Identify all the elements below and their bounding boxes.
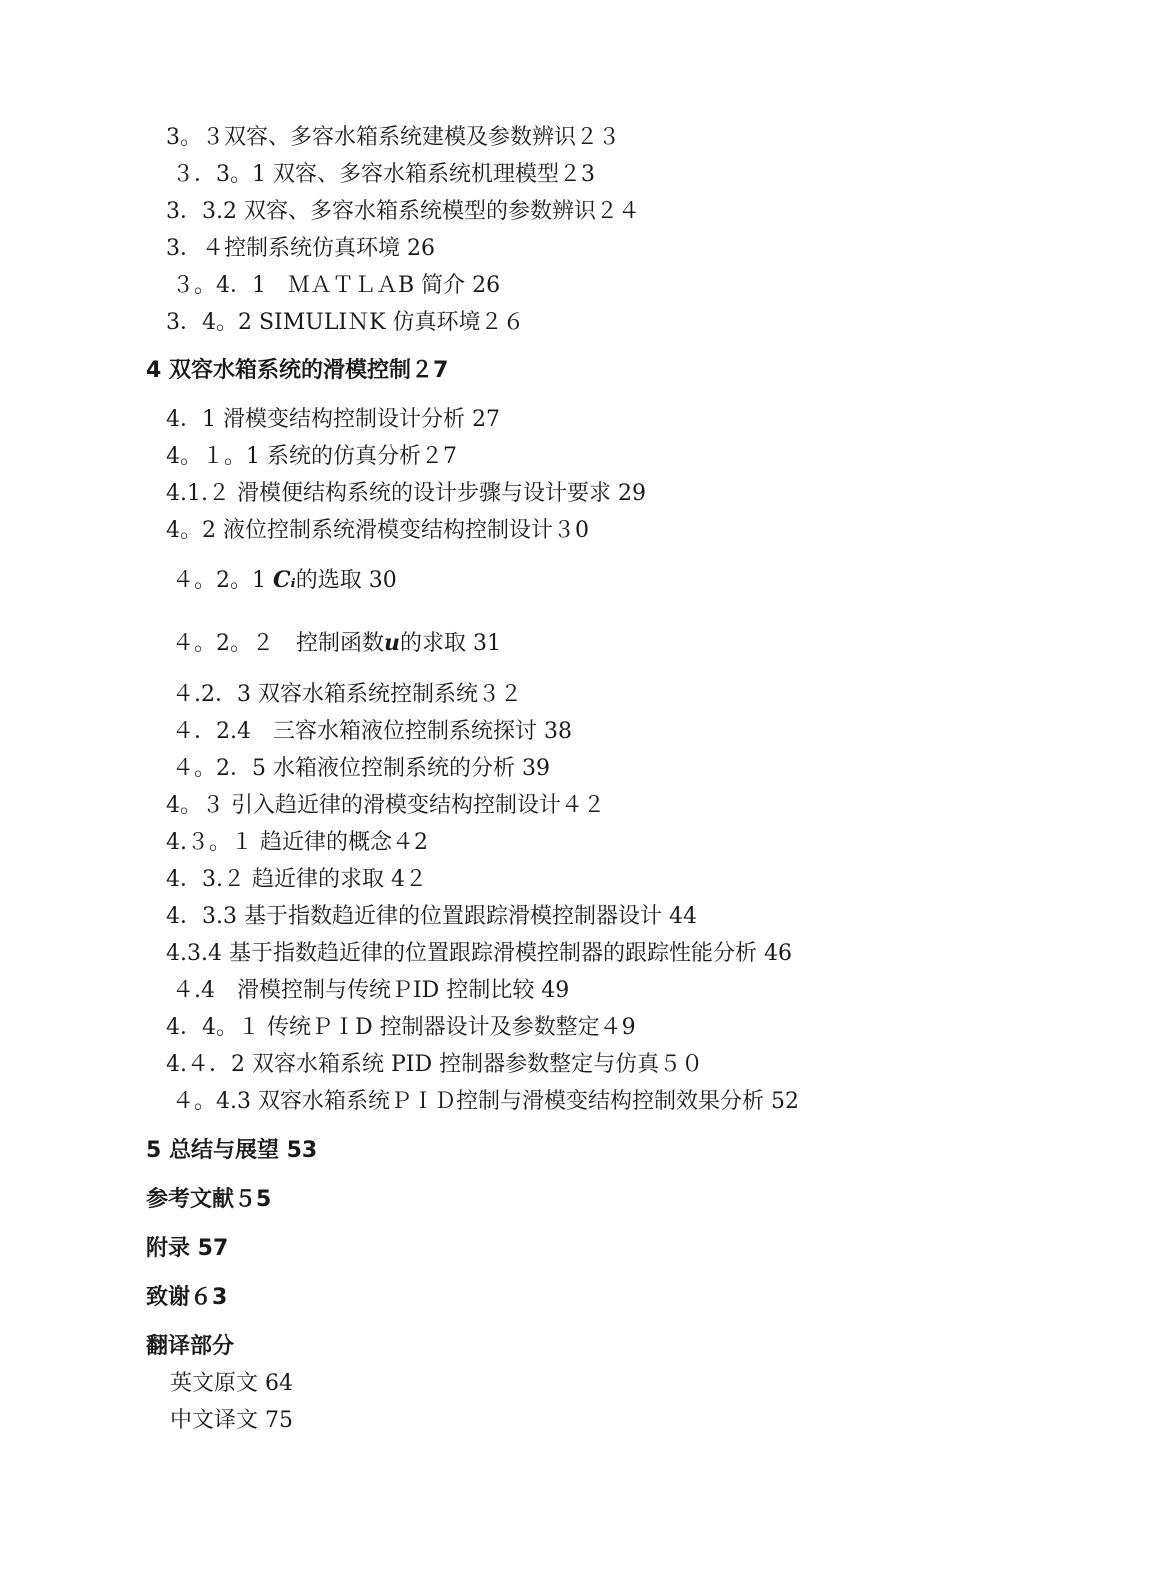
toc-entry-3-4-2: 3．4。2 SIMULIＮK 仿真环境２６ [166,310,525,335]
math-symbol-u: u [384,630,400,656]
toc-entry-4-1: 4．1 滑模变结构控制设计分析 27 [166,407,500,432]
toc-entry-4-1-2: 4.1.２ 滑模便结构系统的设计步骤与设计要求 29 [166,481,646,506]
toc-entry-3-3-1: ３．3。1 双容、多容水箱系统机理模型２3 [172,162,595,187]
toc-entry-4-1-1: 4。１。1 系统的仿真分析２7 [166,444,457,469]
entry-suffix: 的求取 31 [400,631,501,656]
toc-appendix: 附录 57 [146,1236,229,1261]
toc-entry-4-3: 4。３ 引入趋近律的滑模变结构控制设计４２ [166,793,605,818]
toc-entry-4-4-1: 4．4。１ 传统ＰＩD 控制器设计及参数整定４9 [166,1015,636,1040]
toc-translation: 翻译部分 [146,1334,235,1359]
toc-entry-3-4-1: ３。4．1 ＭＡＴＬＡB 简介 26 [172,273,501,298]
toc-entry-3-4: 3．４控制系统仿真环境 26 [166,236,435,261]
toc-entry-4-2-2 [172,628,501,659]
toc-entry-4-3-4: 4.3.4 基于指数趋近律的位置跟踪滑模控制器的跟踪性能分析 46 [166,941,792,966]
math-symbol-c-i: Cᵢ [273,567,296,593]
toc-entry-4-3-3: 4．3.3 基于指数趋近律的位置跟踪滑模控制器设计 44 [166,904,697,929]
toc-entry-4-2-3: ４.2．3 双容水箱系统控制系统３２ [172,682,522,707]
toc-acknowledgements: 致谢６3 [146,1285,228,1310]
toc-entry-chinese-translation: 中文译文 75 [170,1408,293,1433]
toc-entry-4-2-1 [172,565,397,596]
toc-entry-4-2-5: ４。2．5 水箱液位控制系统的分析 39 [172,756,550,781]
toc-entry-4-4-2: 4.４．2 双容水箱系统 PID 控制器参数整定与仿真５０ [166,1052,704,1077]
toc-references: 参考文献５5 [146,1187,272,1212]
entry-prefix: ４。2。２ 控制函数 [172,631,384,656]
toc-entry-4-4-3: ４。4.3 双容水箱系统ＰＩＤ控制与滑模变结构控制效果分析 52 [172,1089,799,1114]
toc-entry-4-3-1: 4.３。１ 趋近律的概念４2 [166,830,428,855]
toc-chapter-5: 5 总结与展望 53 [146,1138,318,1163]
toc-entry-4-2: 4。2 液位控制系统滑模变结构控制设计３0 [166,518,589,543]
toc-entry-3-3: 3。３双容、多容水箱系统建模及参数辨识２３ [166,125,620,150]
entry-prefix: ４。2。1 [172,568,273,593]
toc-entry-english-original: 英文原文 64 [170,1371,293,1396]
toc-entry-4-4: ４.4 滑模控制与传统ＰID 控制比较 49 [172,978,570,1003]
toc-entry-4-3-2: 4．3.２ 趋近律的求取 4２ [166,867,427,892]
toc-entry-4-2-4: ４．2.4 三容水箱液位控制系统探讨 38 [172,719,572,744]
toc-chapter-4: 4 双容水箱系统的滑模控制２7 [146,358,449,383]
toc-entry-3-3-2: 3．3.2 双容、多容水箱系统模型的参数辨识２４ [166,199,640,224]
entry-suffix: 的选取 30 [295,568,397,593]
